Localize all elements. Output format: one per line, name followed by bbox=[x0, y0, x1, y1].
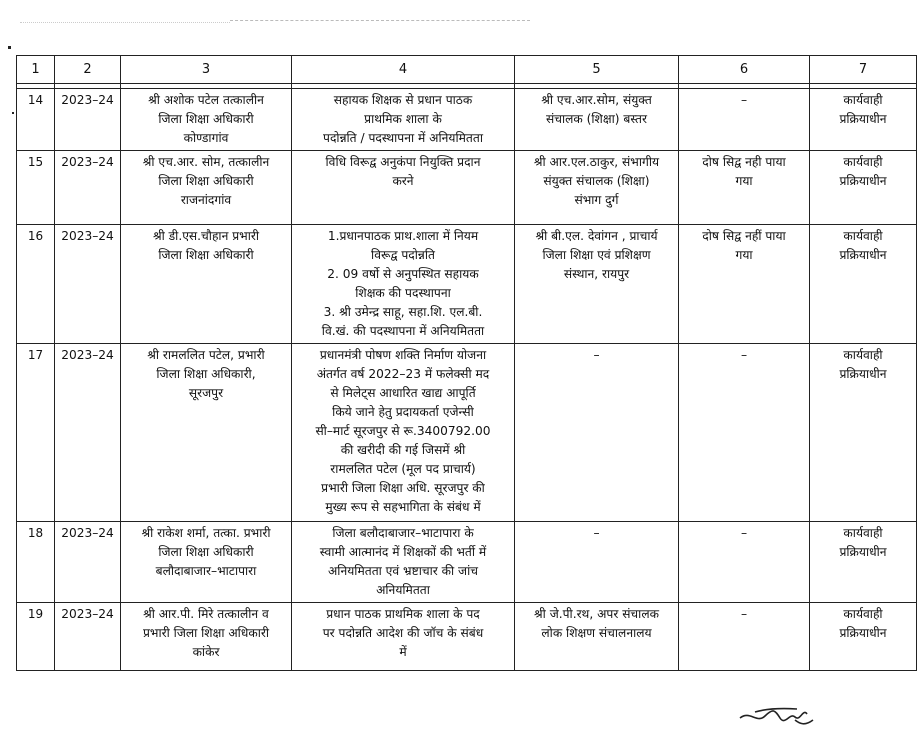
officer-cell-line: बलौदाबाजार–भाटापारा bbox=[155, 564, 257, 578]
officer-cell-line: सूरजपुर bbox=[188, 386, 224, 400]
finding-cell: – bbox=[679, 344, 810, 522]
column-header-1: 1 bbox=[17, 56, 55, 84]
subject-cell-line: पदोन्नति / पदस्थापना में अनियमितता bbox=[323, 131, 483, 145]
column-header-3: 3 bbox=[121, 56, 292, 84]
serial-number-cell: 15 bbox=[17, 151, 55, 225]
officer-cell-line: राजनांदगांव bbox=[180, 193, 232, 207]
inquiry-officer-cell-line: श्री बी.एल. देवांगन , प्राचार्य bbox=[535, 229, 658, 243]
inquiry-officer-cell-line: जिला शिक्षा एवं प्रशिक्षण bbox=[542, 248, 651, 262]
officer-cell-line: जिला शिक्षा अधिकारी bbox=[158, 174, 254, 188]
subject-cell-line: प्रभारी जिला शिक्षा अधि. सूरजपुर की bbox=[321, 481, 485, 495]
table-row bbox=[17, 89, 917, 151]
year-cell: 2023–24 bbox=[55, 225, 121, 344]
officer-cell-line: श्री एच.आर. सोम, तत्कालीन bbox=[142, 155, 270, 169]
column-header-2: 2 bbox=[55, 56, 121, 84]
officer-cell bbox=[121, 89, 292, 151]
subject-cell-line: जिला बलौदाबाजार–भाटापारा के bbox=[332, 526, 474, 540]
subject-cell-line: विधि विरूद्व अनुकंपा नियुक्ति प्रदान bbox=[325, 155, 481, 169]
subject-cell-line: 1.प्रधानपाठक प्राथ.शाला में नियम bbox=[327, 229, 479, 243]
finding-cell bbox=[679, 225, 810, 344]
inquiry-officer-cell-line: श्री जे.पी.रथ, अपर संचालक bbox=[534, 607, 659, 621]
table-row bbox=[17, 522, 917, 603]
action-status-cell-line: प्रक्रियाधीन bbox=[839, 367, 887, 381]
officer-cell-line: जिला शिक्षा अधिकारी bbox=[158, 248, 254, 262]
subject-cell-line: मुख्य रूप से सहभागिता के संबंध में bbox=[325, 500, 481, 514]
table-row bbox=[17, 603, 917, 671]
officer-cell-line: जिला शिक्षा अधिकारी bbox=[158, 112, 254, 126]
faint-top-rule-left bbox=[20, 22, 230, 23]
officer-cell-line: कांकेर bbox=[192, 645, 220, 659]
officer-cell bbox=[121, 225, 292, 344]
subject-cell-line: रामललित पटेल (मूल पद प्राचार्य) bbox=[330, 462, 476, 476]
subject-cell-line: अनियमितता bbox=[376, 583, 430, 597]
column-header-6: 6 bbox=[679, 56, 810, 84]
action-status-cell-line: कार्यवाही bbox=[843, 229, 883, 243]
inquiry-officer-cell-line: लोक शिक्षण संचालनालय bbox=[541, 626, 652, 640]
column-number-row bbox=[17, 56, 917, 84]
subject-cell bbox=[292, 151, 515, 225]
finding-cell-line: गया bbox=[735, 248, 753, 262]
finding-cell: – bbox=[679, 89, 810, 151]
action-status-cell bbox=[810, 89, 917, 151]
action-status-cell-line: प्रक्रियाधीन bbox=[839, 545, 887, 559]
finding-cell-line: गया bbox=[735, 174, 753, 188]
officer-cell-line: जिला शिक्षा अधिकारी, bbox=[156, 367, 256, 381]
finding-cell-line: दोष सिद्व नही पाया bbox=[702, 155, 786, 169]
margin-mark bbox=[12, 112, 14, 114]
subject-cell-line: किये जाने हेतु प्रदायकर्ता एजेन्सी bbox=[332, 405, 474, 419]
officer-cell-line: कोण्डागांव bbox=[183, 131, 229, 145]
action-status-cell-line: प्रक्रियाधीन bbox=[839, 248, 887, 262]
serial-number-cell: 14 bbox=[17, 89, 55, 151]
subject-cell-line: 2. 09 वर्षो से अनुपस्थित सहायक bbox=[327, 267, 479, 281]
serial-number-cell: 19 bbox=[17, 603, 55, 671]
action-status-cell bbox=[810, 225, 917, 344]
subject-cell bbox=[292, 522, 515, 603]
table-body bbox=[17, 84, 917, 671]
table-row bbox=[17, 225, 917, 344]
action-status-cell bbox=[810, 344, 917, 522]
year-cell: 2023–24 bbox=[55, 522, 121, 603]
finding-cell: – bbox=[679, 522, 810, 603]
action-status-cell-line: कार्यवाही bbox=[843, 526, 883, 540]
action-status-cell bbox=[810, 603, 917, 671]
subject-cell-line: प्रधान पाठक प्राथमिक शाला के पद bbox=[326, 607, 480, 621]
action-status-cell-line: प्रक्रियाधीन bbox=[839, 112, 887, 126]
finding-cell: – bbox=[679, 603, 810, 671]
faint-top-rule bbox=[230, 20, 530, 21]
inquiry-officer-cell-line: संचालक (शिक्षा) बस्तर bbox=[546, 112, 647, 126]
complaint-status-table bbox=[16, 55, 917, 671]
officer-cell-line: श्री रामललित पटेल, प्रभारी bbox=[147, 348, 265, 362]
column-header-4: 4 bbox=[292, 56, 515, 84]
subject-cell-line: स्वामी आत्मानंद में शिक्षकों की भर्ती में bbox=[319, 545, 487, 559]
officer-cell-line: श्री आर.पी. मिरे तत्कालीन व bbox=[143, 607, 269, 621]
subject-cell-line: अंतर्गत वर्ष 2022–23 में फलेक्सी मद bbox=[316, 367, 490, 381]
inquiry-officer-cell bbox=[515, 603, 679, 671]
subject-cell-line: सहायक शिक्षक से प्रधान पाठक bbox=[333, 93, 473, 107]
action-status-cell-line: प्रक्रियाधीन bbox=[839, 174, 887, 188]
year-cell: 2023–24 bbox=[55, 151, 121, 225]
subject-cell-line: की खरीदी की गई जिसमें श्री bbox=[340, 443, 466, 457]
subject-cell-line: वि.खं. की पदस्थापना में अनियमितता bbox=[321, 324, 485, 338]
action-status-cell-line: कार्यवाही bbox=[843, 93, 883, 107]
subject-cell-line: में bbox=[399, 645, 407, 659]
inquiry-officer-cell: – bbox=[515, 522, 679, 603]
margin-mark bbox=[8, 46, 11, 49]
finding-cell-line: दोष सिद्व नहीं पाया bbox=[702, 229, 786, 243]
subject-cell bbox=[292, 89, 515, 151]
table-row bbox=[17, 344, 917, 522]
subject-cell-line: प्राथमिक शाला के bbox=[364, 112, 442, 126]
officer-cell bbox=[121, 603, 292, 671]
finding-cell bbox=[679, 151, 810, 225]
officer-cell-line: श्री अशोक पटेल तत्कालीन bbox=[148, 93, 264, 107]
officer-cell-line: श्री राकेश शर्मा, तत्का. प्रभारी bbox=[141, 526, 271, 540]
subject-cell-line: शिक्षक की पदस्थापना bbox=[355, 286, 451, 300]
subject-cell-line: विरूद्व पदोन्नति bbox=[371, 248, 435, 262]
subject-cell-line: सी–मार्ट सूरजपुर से रू.3400792.00 bbox=[315, 424, 491, 438]
inquiry-officer-cell bbox=[515, 151, 679, 225]
officer-cell-line: प्रभारी जिला शिक्षा अधिकारी bbox=[142, 626, 269, 640]
signature-scribble bbox=[735, 700, 825, 730]
action-status-cell-line: कार्यवाही bbox=[843, 155, 883, 169]
action-status-cell bbox=[810, 151, 917, 225]
action-status-cell-line: कार्यवाही bbox=[843, 348, 883, 362]
inquiry-officer-cell-line: संस्थान, रायपुर bbox=[563, 267, 630, 281]
officer-cell bbox=[121, 522, 292, 603]
officer-cell bbox=[121, 151, 292, 225]
year-cell: 2023–24 bbox=[55, 603, 121, 671]
year-cell: 2023–24 bbox=[55, 344, 121, 522]
subject-cell bbox=[292, 225, 515, 344]
inquiry-officer-cell-line: श्री आर.एल.ठाकुर, संभागीय bbox=[533, 155, 660, 169]
action-status-cell-line: प्रक्रियाधीन bbox=[839, 626, 887, 640]
inquiry-officer-cell-line: संयुक्त संचालक (शिक्षा) bbox=[543, 174, 650, 188]
subject-cell bbox=[292, 603, 515, 671]
officer-cell bbox=[121, 344, 292, 522]
document-table-container bbox=[16, 55, 916, 671]
subject-cell-line: प्रधानमंत्री पोषण शक्ति निर्माण योजना bbox=[319, 348, 487, 362]
subject-cell-line: अनियमितता एवं भ्रष्टाचार की जांच bbox=[328, 564, 478, 578]
serial-number-cell: 18 bbox=[17, 522, 55, 603]
subject-cell bbox=[292, 344, 515, 522]
subject-cell-line: करने bbox=[392, 174, 414, 188]
column-header-5: 5 bbox=[515, 56, 679, 84]
subject-cell-line: 3. श्री उमेन्द्र साहू, सहा.शि. एल.बी. bbox=[323, 305, 483, 319]
subject-cell-line: पर पदोन्नति आदेश की जॉच के संबंध bbox=[322, 626, 484, 640]
column-header-7: 7 bbox=[810, 56, 917, 84]
table-row bbox=[17, 151, 917, 225]
serial-number-cell: 16 bbox=[17, 225, 55, 344]
subject-cell-line: से मिलेट्स आधारित खाद्य आपूर्ति bbox=[330, 386, 476, 400]
inquiry-officer-cell bbox=[515, 89, 679, 151]
officer-cell-line: श्री डी.एस.चौहान प्रभारी bbox=[152, 229, 260, 243]
inquiry-officer-cell bbox=[515, 225, 679, 344]
action-status-cell bbox=[810, 522, 917, 603]
officer-cell-line: जिला शिक्षा अधिकारी bbox=[158, 545, 254, 559]
inquiry-officer-cell-line: संभाग दुर्ग bbox=[574, 193, 619, 207]
year-cell: 2023–24 bbox=[55, 89, 121, 151]
inquiry-officer-cell-line: श्री एच.आर.सोम, संयुक्त bbox=[541, 93, 652, 107]
inquiry-officer-cell: – bbox=[515, 344, 679, 522]
serial-number-cell: 17 bbox=[17, 344, 55, 522]
action-status-cell-line: कार्यवाही bbox=[843, 607, 883, 621]
